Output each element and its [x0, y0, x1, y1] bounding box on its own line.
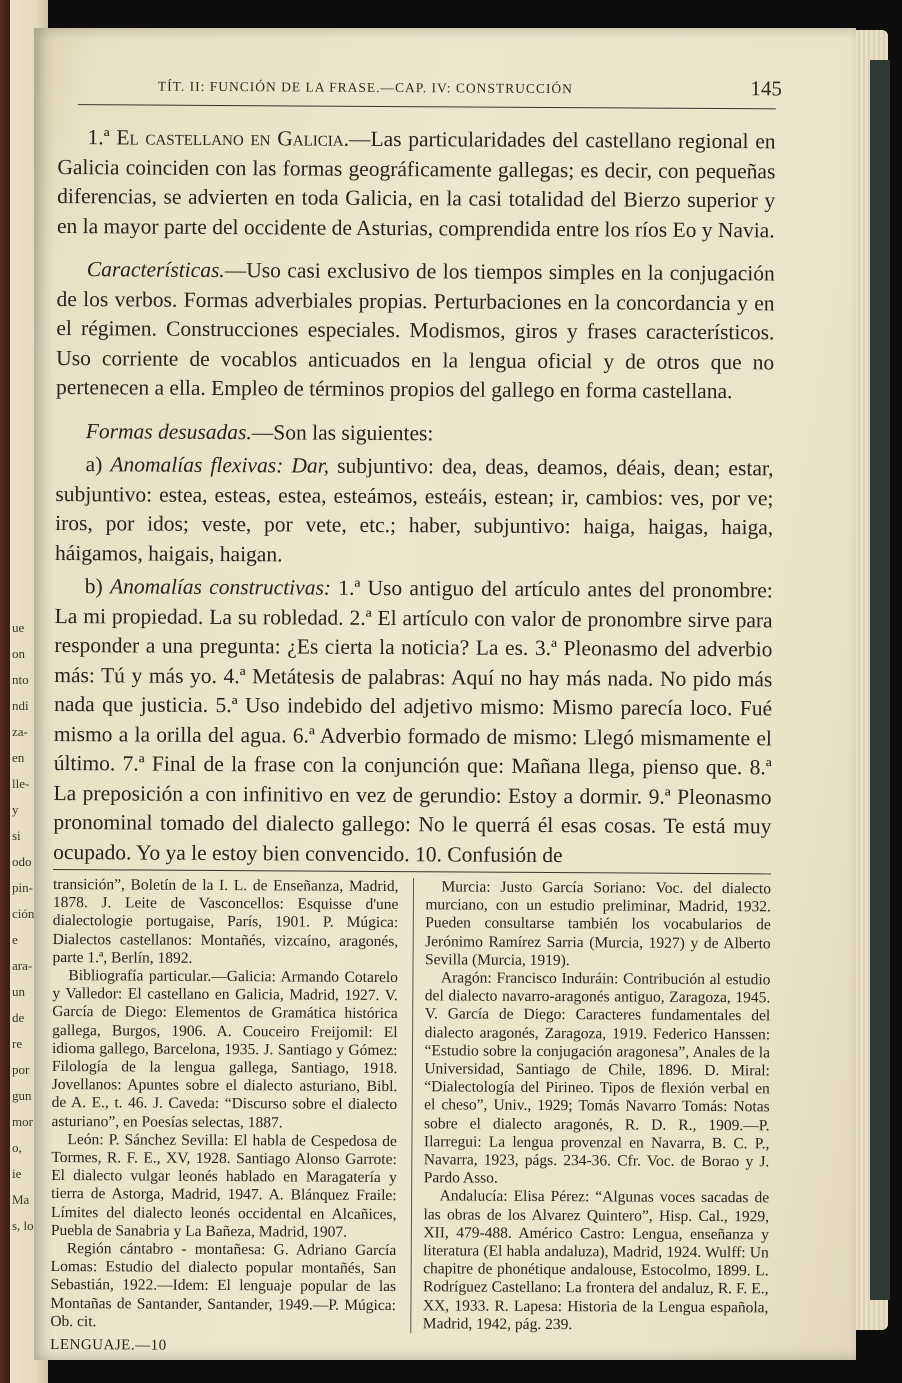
- paragraph-text: —Son las siguientes:: [251, 419, 434, 445]
- previous-page-fragment: e: [12, 932, 18, 947]
- section-heading: Formas desusadas.: [85, 418, 252, 444]
- previous-page-fragment: en: [12, 750, 25, 765]
- previous-page-fragment: mor: [12, 1114, 33, 1129]
- book-cover-right: [870, 60, 890, 1300]
- paragraph-anomalias-constructivas: [53, 572, 773, 871]
- footnote-paragraph: Andalucía: Elisa Pérez: “Algunas voces sacadas de las obras de los Alvarez Quintero”, Hisp. Cal., 1929, XII, 479-488. Américo Castro: Lengua, enseñanza y literatura (El habla andaluza), Madrid, 1924. Wulff: Un chapitre de phonétique andalouse, Estocolmo, 1899. L. Rodríguez Castellano: La frontera del andaluz, R. F. E., XX, 1933. R. Lapesa: Historia de la Lengua española, Madrid, 1942, pág. 239.: [422, 1187, 770, 1334]
- previous-page-fragment: ndi: [12, 698, 29, 713]
- book-page: [34, 28, 856, 1360]
- previous-page-fragment: ara-: [12, 958, 33, 973]
- previous-page-fragment: o,: [12, 1140, 22, 1155]
- paragraph-galicia: [57, 123, 776, 245]
- section-heading: 1.ª El castellano en Galicia.: [87, 125, 350, 151]
- previous-page-fragment: un: [12, 984, 25, 999]
- paragraph-caracteristicas: [56, 255, 775, 407]
- previous-page-fragment: pin-: [12, 880, 33, 895]
- list-marker: b): [84, 574, 111, 599]
- previous-page-fragment: ie: [12, 1166, 22, 1181]
- running-header: [78, 68, 782, 109]
- footnotes-right-column: [410, 878, 771, 1335]
- previous-page-fragment: ue: [12, 620, 25, 635]
- footnote-paragraph: Bibliografía particular.—Galicia: Armando Cotarelo y Valledor: El castellano en Galicia, Madrid, 1927. V. García de Diego: Elementos de Gramática histórica gallega, Burgos, 1906. A. Couceiro Freijomil: El idioma gallego, Barcelona, 1935. J. Santiago y Gómez: Filología de la lengua gallega, Santiago, 1918. Jovellanos: Apuntes sobre el dialecto asturiano, Bibl. de A. E., t. 46. J. Caveda: “Discurso sobre el dialecto asturiano”, en Poesías selectas, 1887.: [51, 967, 399, 1132]
- footnote-paragraph: Murcia: Justo García Soriano: Voc. del dialecto murciano, con un estudio preliminar, Madrid, 1932. Pueden consultarse también los vocabularios de Jerónimo Ramírez Sarria (Murcia, 1927) y de Alberto Sevilla (Murcia, 1919).: [425, 878, 772, 969]
- footnote-paragraph: León: P. Sánchez Sevilla: El habla de Cespedosa de Tormes, R. F. E., XV, 1928. Santiago Alonso Garrote: El dialecto vulgar leonés hablado en Maragatería y tierra de Astorga, Madrid, 1947. A. Blánquez Fraile: Límites del dialecto leonés occidental en Alcañices, Puebla de Sanabria y La Bañeza, Madrid, 1907.: [50, 1130, 398, 1241]
- paragraph-anomalias-flexivas: [55, 450, 774, 572]
- previous-page-fragment: gun: [12, 1088, 32, 1103]
- signature-mark: LENGUAJE.—10: [50, 1337, 167, 1354]
- footnote-paragraph: transición”, Boletín de la I. L. de Enseñanza, Madrid, 1878. J. Leite de Vasconcellos: Esquisse d'une dialectologie portugaise, París, 1901. P. Múgica: Dialectos castellanos: Montañés, vizcaíno, aragonés, parte 1.ª, Berlín, 1892.: [52, 875, 399, 967]
- footnotes: [50, 876, 771, 1335]
- page-number: 145: [750, 76, 782, 101]
- page-text: [50, 68, 782, 1358]
- section-heading: Características.: [86, 257, 225, 283]
- footnote-paragraph: Región cántabro - montañesa: G. Adriano García Lomas: Estudio del dialecto popular montañés, San Sebastián, 1922.—Idem: El lenguaje popular de las Montañas de Santander, Santander, 1949.—P. Múgica: Ob. cit.: [50, 1240, 397, 1331]
- paragraph-text: —Uso casi exclusivo de los tiempos simples en la conjugación de los verbos. Formas adverbiales propias. Perturbaciones en la concordancia y en el régimen. Construcciones especiales. Modismos, giros y frases característicos. Uso corriente de vocablos anticuados en la lengua oficial y de otros que no pertenecen a ella. Empleo de términos propios del gallego en forma castellana.: [55, 258, 775, 404]
- paragraph-text: subjuntivo: dea, deas, deamos, déais, dean; estar, subjuntivo: estea, esteas, estea, esteámos, esteáis, estean; ir, cambios: ves, por ve; iros, por idos; veste, por vete, etc.; haber, subjuntivo: haiga, haigas, haiga, háigamos, haigais, haigan.: [54, 453, 774, 566]
- previous-page-fragment: por: [12, 1062, 30, 1077]
- previous-page-fragment: y: [12, 802, 19, 817]
- previous-page-fragment: on: [12, 646, 25, 661]
- previous-page-fragment: lle-: [12, 776, 30, 791]
- previous-page-fragment: Ma: [12, 1192, 30, 1207]
- subsection-heading: Anomalías constructivas:: [109, 574, 332, 600]
- previous-page-fragment: re: [12, 1036, 23, 1051]
- previous-page-fragment: ción: [12, 906, 35, 921]
- subsection-heading: Anomalías flexivas: Dar,: [110, 452, 330, 478]
- paragraph-formas: [56, 416, 774, 450]
- running-title: TÍT. II: FUNCIÓN DE LA FRASE.—CAP. IV: CONSTRUCCIÓN: [157, 78, 573, 97]
- previous-page-fragment: si: [12, 828, 21, 843]
- footnote-paragraph: Aragón: Francisco Induráin: Contribución al estudio del dialecto navarro-aragonés antiguo, Zaragoza, 1945. V. García de Diego: Caracteres fundamentales del dialecto aragonés, Zaragoza, 1919. Federico Hanssen: “Estudio sobre la conjugación aragonesa”, Anales de la Universidad, Santiago de Chile, 1896. D. Miral: “Dialectología del Pirineo. Tipos de flexión verbal en el cheso”, Univ., 1929; Tomás Navarro Tomás: Notas sobre el dialecto aragonés, R. D. R., 1909.—P. Ilarregui: La lengua provenzal en Navarra, B. C. P., Navarra, 1923, págs. 234-36. Cfr. Voc. de Borao y J. Pardo Asso.: [423, 969, 771, 1187]
- previous-page-fragment: de: [12, 1010, 25, 1025]
- previous-page-fragment: odo: [12, 854, 32, 869]
- paragraph-text: 1.ª Uso antiguo del artículo antes del pronombre: La mi propiedad. La su robledad. 2.ª El artículo con valor de pronombre sirve para responder a una pregunta: ¿Es cierta la noticia? La es. 3.ª Pleonasmo del adverbio más: Tú y más yo. 4.ª Metátesis de palabras: Aquí no hay más nada. No pido más nada que justicia. 5.ª Uso indebido del adjetivo mismo: Mismo parecía loco. Fué mismo a la orilla del agua. 6.ª Adverbio formado de mismo: Llegó mismamente el último. 7.ª Final de la frase con la conjunción que: Mañana llega, pienso que. 8.ª La preposición a con infinitivo en vez de gerundio: Estoy a dormir. 9.ª Pleonasmo pronominal tomado del dialecto gallego: No le querrá él esas cosas. Te está muy ocupado. Yo ya le estoy bien convencido. 10. Confusión de: [53, 575, 773, 867]
- previous-page-fragment: za-: [12, 724, 28, 739]
- list-marker: a): [85, 452, 111, 477]
- footnotes-left-column: [50, 876, 398, 1333]
- previous-page-fragment: s, lo: [12, 1218, 34, 1233]
- previous-page-fragment: nto: [12, 672, 29, 687]
- paragraph-text: —Las particularidades del castellano regional en Galicia coinciden con las formas geográficamente gallegas; es decir, con pequeñas diferencias, se advierten en toda Galicia, en la casi totalidad del Bierzo superior y en la mayor parte del occidente de Asturias, comprendida entre los ríos Eo y Navia.: [56, 126, 776, 242]
